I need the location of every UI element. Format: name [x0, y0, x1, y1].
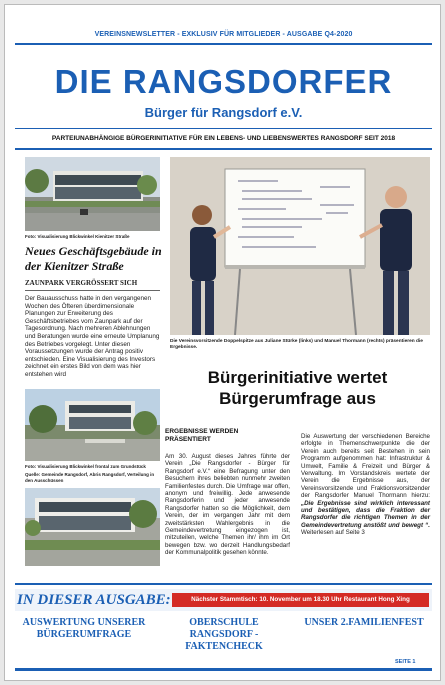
masthead-title: DIE RANGSDORFER	[54, 63, 393, 100]
caption-street-view: Foto: Visualisierung Blickwinkel Kienitzer Straße	[25, 234, 130, 239]
footer-rule	[15, 583, 432, 585]
main-headline: Bürgerinitiative wertet Bürgerumfrage aus	[207, 368, 388, 408]
lead-headline: Neues Geschäftsgebäude in der Kienitzer Straße	[25, 244, 162, 273]
article-column-right	[301, 433, 430, 537]
inside-label: IN DIESER AUSGABE:	[17, 592, 171, 608]
masthead-rule-bottom	[15, 148, 432, 150]
caption-board-photo: Die Vereinsvorsitzende Doppelspitze aus Juliane Stürke (links) und Manuel Thormann (rechts) präsentieren die Ergebnisse.	[170, 339, 423, 350]
stammtisch-banner: Nächster Stammtisch: 10. November um 18.30 Uhr Restaurant Hong Xing	[172, 593, 429, 607]
article-column-left: Am 30. August dieses Jahres führte der Verein „Die Rangsdorfer - Bürger für Rangsdorf e.V.“ eine Befragung unter den Besuchern ihres beliebten nunmehr zweiten Familienfestes durch. Die Umfrage war offen, anonym und freiwillig. Jede anwesende Rangsdorferin und jeder anwesende Rangsdorfer hatten so die Möglichkeit, dem Verein, der im vergangen Jahr mit dem zweitstärksten Wahlergebnis in die Gemeindevertretung eingezogen ist, mitzuteilen, welche Themen ihr/ ihm im Ort bewegen bzw. wo derzeit Handlungsbedarf der Kommunalpolitik gesehen könnte.	[165, 453, 290, 557]
lead-separator	[25, 290, 160, 291]
newsletter-topline: VEREINSNEWSLETTER - EXKLUSIV FÜR MITGLIEDER - AUSGABE Q4-2020	[94, 31, 353, 38]
masthead-tagline: PARTEIUNABHÄNGIGE BÜRGERINITIATIVE FÜR EIN LEBENS- UND LIEBENSWERTES RANGSDORF SEIT 2018	[51, 135, 396, 142]
teaser-school[interactable]: OBERSCHULE RANGSDORF - FAKTENCHECK	[185, 617, 263, 652]
board-presentation-photo	[170, 157, 430, 335]
building-rendering-front-view	[25, 389, 160, 461]
lead-body-text: Der Bauausschuss hatte in den vergangenen Wochen des Öfteren überdimensionale Planungen zur Erweiterung des Geschäftsbetriebes vom Zaunpark auf der Tagesordnung. Nach mehreren Ablehnungen und Beratungen wurde eine erneute Umplanung des Betriebes vorgelegt. Unter diesen Voraussetzungen wurde der Antrag positiv entschieden. Eine Visualisierung des Investors zeichnet ein erstes Bild von dem was hier entstehen wird	[25, 295, 160, 378]
teaser-survey[interactable]: AUSWERTUNG UNSERER BÜRGERUMFRAGE	[22, 617, 146, 640]
caption-source: Quelle: Gemeinde Rangsdorf, Abris Rangsdorf, Verteilung in den Ausschüssen	[25, 472, 155, 483]
masthead-rule-top	[15, 43, 432, 45]
page-number: SEITE 1	[395, 659, 416, 665]
main-section-heading: ERGEBNISSE WERDEN PRÄSENTIERT	[165, 428, 239, 443]
building-rendering-courtyard	[25, 488, 160, 566]
bottom-rule	[15, 668, 432, 671]
article-quote: „Die Ergebnisse sind wirklich interessant und bestätigen, dass die Fraktion der Rangsdorfer die richtigen Themen in der Gemeindevertretung anstößt und bewegt “.	[301, 499, 430, 529]
read-more-link[interactable]: Weiterlesen auf Seite 3	[301, 529, 365, 537]
article-column-right-text: Die Auswertung der verschiedenen Bereiche erfolgte in Themenschwerpunkte die der Verein auch bereits seit Bestehen in sein Programm aufgenommen hat: Infrastruktur & Umwelt, Familie & Freizeit und Bürger & Verwaltung. Im Vorstandskreis wertete der Verein die Ergebnisse aus, der Vereinsvorsitzende und Fraktionsvorsitzender der Rangsdorfer Manuel Thormann hierzu:	[301, 433, 430, 500]
caption-front-view: Foto: Visualisierung Blickwinkel frontal zum Grundstück	[25, 464, 146, 469]
masthead-rule-mid	[15, 128, 432, 129]
teaser-family-festival[interactable]: UNSER 2.FAMILIENFEST	[304, 617, 424, 628]
newsletter-page	[4, 4, 441, 681]
lead-subheadline: ZAUNPARK VERGRÖSSERT SICH	[25, 279, 138, 287]
masthead-subtitle: Bürger für Rangsdorf e.V.	[144, 105, 303, 120]
building-rendering-street-view	[25, 157, 160, 231]
